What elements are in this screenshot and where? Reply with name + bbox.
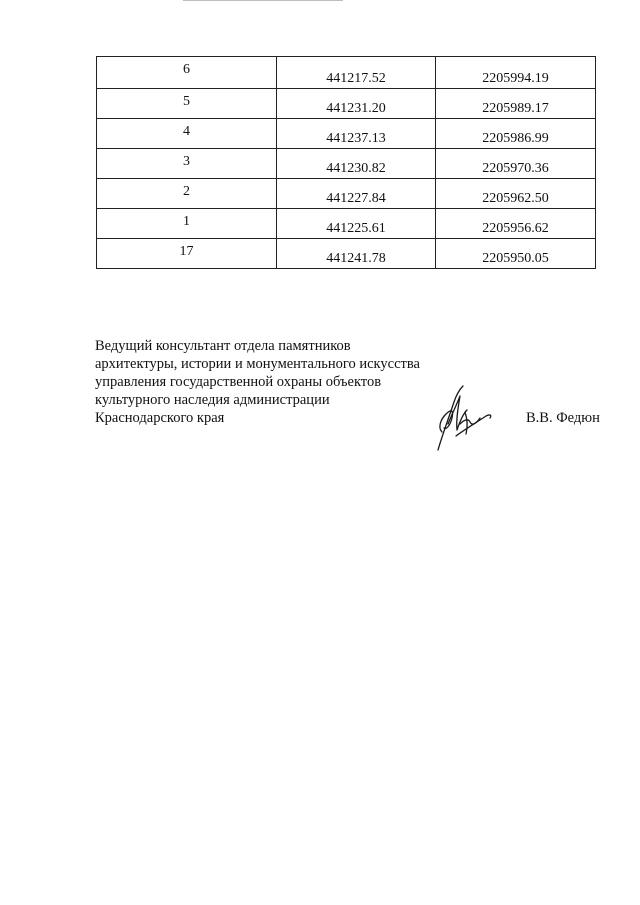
y-coordinate: 2205994.19 [436, 57, 596, 89]
position-line: управления государственной охраны объектов [95, 374, 382, 390]
x-coordinate: 441230.82 [277, 149, 436, 179]
y-coordinate: 2205956.62 [436, 209, 596, 239]
x-coordinate: 441231.20 [277, 89, 436, 119]
y-coordinate: 2205970.36 [436, 149, 596, 179]
position-line: Ведущий консультант отдела памятников [95, 338, 351, 354]
coordinates-table [96, 56, 596, 269]
y-coordinate: 2205950.05 [436, 239, 596, 269]
y-coordinate: 2205989.17 [436, 89, 596, 119]
point-number: 2 [97, 179, 277, 209]
position-line: архитектуры, истории и монументального искусства [95, 356, 420, 372]
signatory-position [95, 337, 420, 427]
signer-name: В.В. Федюн [526, 410, 600, 426]
point-number: 1 [97, 209, 277, 239]
y-coordinate: 2205962.50 [436, 179, 596, 209]
table-row [97, 209, 596, 239]
x-coordinate: 441225.61 [277, 209, 436, 239]
top-divider [183, 0, 343, 1]
y-coordinate: 2205986.99 [436, 119, 596, 149]
point-number: 6 [97, 57, 277, 89]
table-row [97, 119, 596, 149]
table-row [97, 149, 596, 179]
table-row [97, 57, 596, 89]
position-line: Краснодарского края [95, 410, 225, 426]
point-number: 4 [97, 119, 277, 149]
table-row [97, 179, 596, 209]
table-row [97, 239, 596, 269]
position-line: культурного наследия администрации [95, 392, 330, 408]
x-coordinate: 441241.78 [277, 239, 436, 269]
x-coordinate: 441237.13 [277, 119, 436, 149]
x-coordinate: 441217.52 [277, 57, 436, 89]
table-row [97, 89, 596, 119]
point-number: 3 [97, 149, 277, 179]
x-coordinate: 441227.84 [277, 179, 436, 209]
handwritten-signature [430, 384, 494, 454]
point-number: 17 [97, 239, 277, 269]
point-number: 5 [97, 89, 277, 119]
